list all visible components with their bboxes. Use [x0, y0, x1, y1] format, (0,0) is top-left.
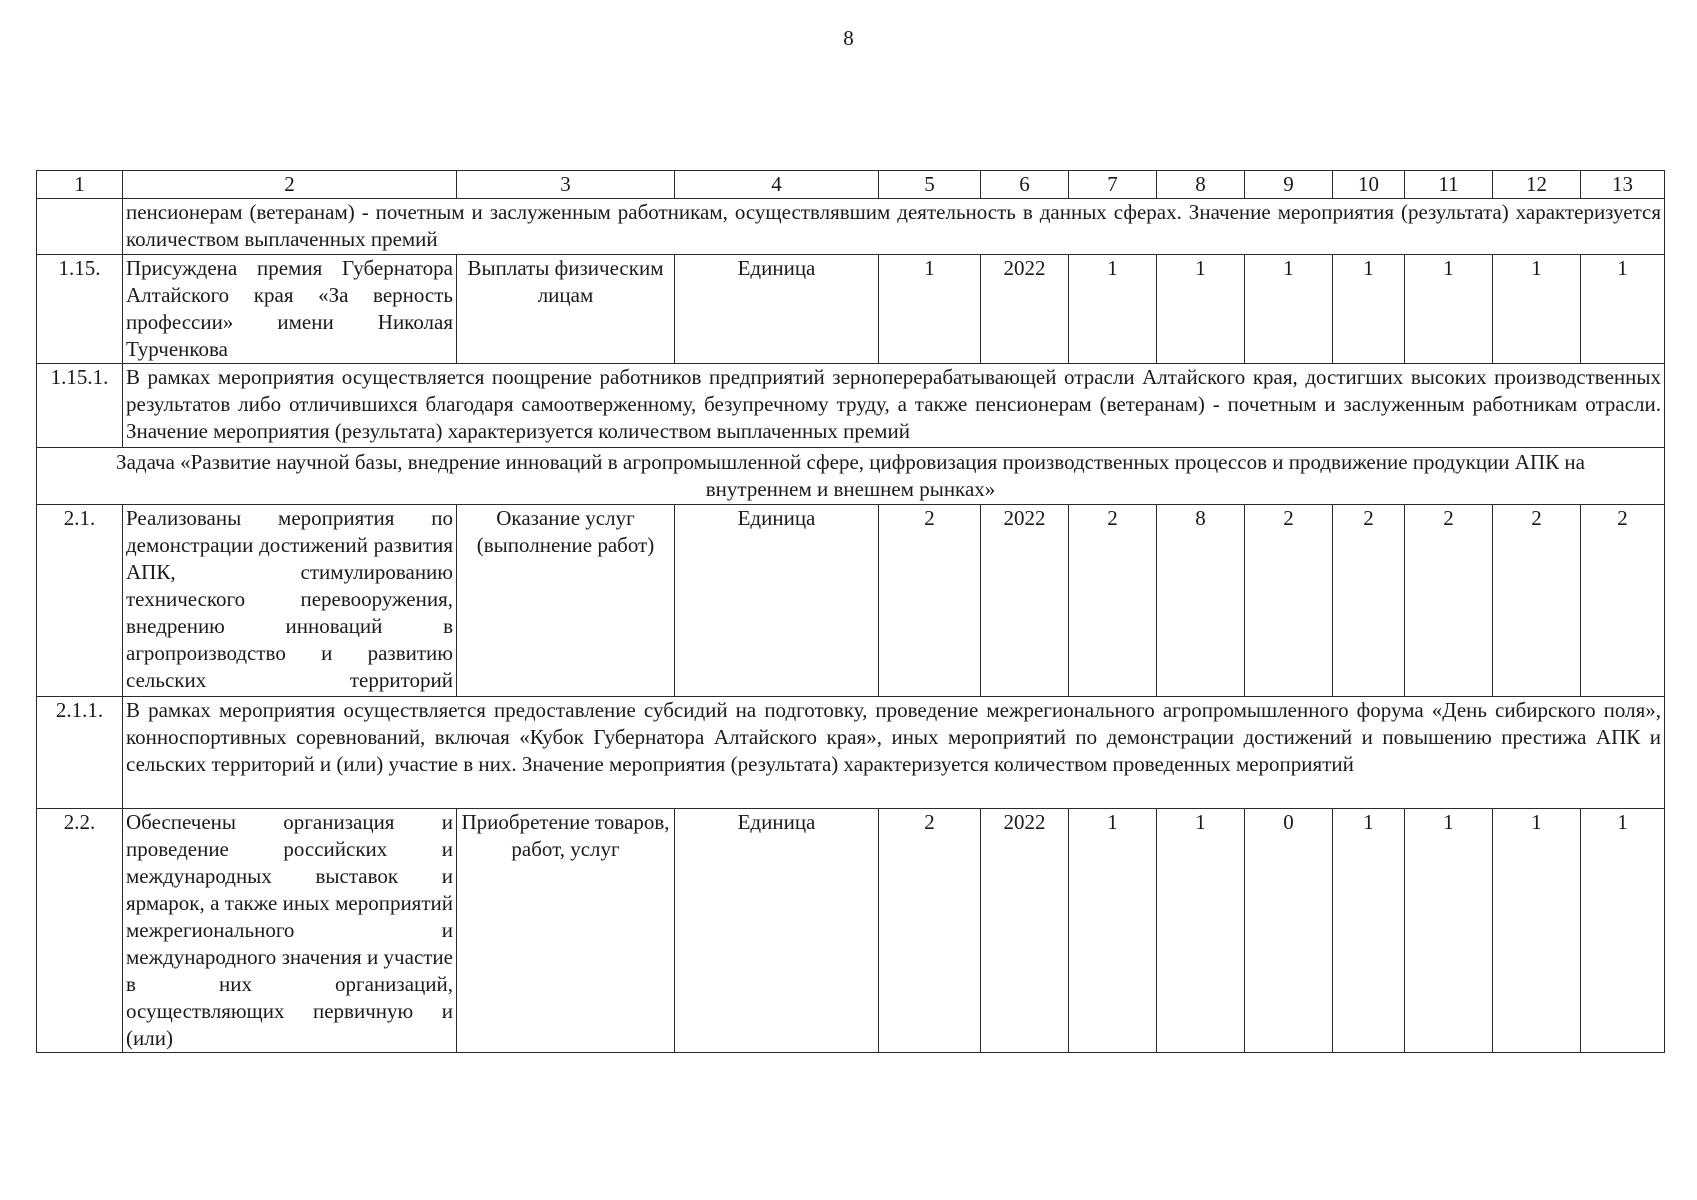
value-cell: 1: [1405, 255, 1493, 364]
measure-name: Реализованы мероприятия по демонстрации достижений развития АПК, стимулированию технического перевооружения, внедрению инноваций в агропроизводство и развитию сельских территорий: [123, 505, 457, 697]
column-header: 5: [879, 171, 981, 199]
value-cell: 1: [1157, 809, 1245, 1053]
continuation-text: пенсионерам (ветеранам) - почетным и заслуженным работникам, осуществлявшим деятельность в данных сферах. Значение мероприятия (результата) характеризуется количеством выплаченных премий: [123, 199, 1665, 255]
value-cell: 1: [1581, 255, 1665, 364]
value-cell: 2: [1493, 505, 1581, 697]
value-cell: 2: [1581, 505, 1665, 697]
measure-type: Выплаты физическим лицам: [457, 255, 675, 364]
task-title: Задача «Развитие научной базы, внедрение инноваций в агропромышленной сфере, цифровизация производственных процессов и продвижение продукции АПК на внутреннем и внешнем рынках»: [37, 448, 1665, 505]
column-header: 13: [1581, 171, 1665, 199]
measure-description: В рамках мероприятия осуществляется поощрение работников предприятий зерноперерабатывающей отрасли Алтайского края, достигших высоких производственных результатов либо отличившихся благодаря самоотверженному, безупречному труду, а также пенсионерам (ветеранам) - почетным и заслуженным работникам отрасли. Значение мероприятия (результата) характеризуется количеством выплаченных премий: [123, 364, 1665, 448]
value-cell: 1: [1245, 255, 1333, 364]
value-cell: 2022: [981, 809, 1069, 1053]
measure-type: Оказание услуг (выполнение работ): [457, 505, 675, 697]
column-header: 6: [981, 171, 1069, 199]
unit: Единица: [675, 505, 879, 697]
column-header: 4: [675, 171, 879, 199]
table-row: [37, 505, 1665, 697]
value-cell: 8: [1157, 505, 1245, 697]
value-cell: 2: [1405, 505, 1493, 697]
row-number: 2.1.1.: [37, 697, 123, 809]
measure-name: Присуждена премия Губернатора Алтайского края «За верность профессии» имени Николая Турченкова: [123, 255, 457, 364]
column-header: 7: [1069, 171, 1157, 199]
value-cell: 2: [879, 809, 981, 1053]
column-header: 10: [1333, 171, 1405, 199]
row-number: 2.1.: [37, 505, 123, 697]
value-cell: 2: [879, 505, 981, 697]
value-cell: 1: [1333, 809, 1405, 1053]
unit: Единица: [675, 255, 879, 364]
table-row: [37, 255, 1665, 364]
column-header: 9: [1245, 171, 1333, 199]
measure-description: В рамках мероприятия осуществляется предоставление субсидий на подготовку, проведение межрегионального агропромышленного форума «День сибирского поля», конноспортивных соревнований, включая «Кубок Губернатора Алтайского края», иных мероприятий по демонстрации достижений и повышению престижа АПК и сельских территорий и (или) участие в них. Значение мероприятия (результата) характеризуется количеством проведенных мероприятий: [123, 697, 1665, 809]
value-cell: 1: [1157, 255, 1245, 364]
page-number: 8: [843, 26, 854, 50]
value-cell: 2022: [981, 255, 1069, 364]
unit: Единица: [675, 809, 879, 1053]
task-row: [37, 448, 1665, 505]
column-header: 2: [123, 171, 457, 199]
value-cell: 1: [1493, 255, 1581, 364]
table-row: [37, 809, 1665, 1053]
value-cell: 2: [1333, 505, 1405, 697]
indicators-table: [36, 170, 1665, 1053]
column-header-row: [37, 171, 1665, 199]
value-cell: 1: [1069, 255, 1157, 364]
column-header: 12: [1493, 171, 1581, 199]
row-number: [37, 199, 123, 255]
value-cell: 1: [1069, 809, 1157, 1053]
row-number: 1.15.1.: [37, 364, 123, 448]
column-header: 1: [37, 171, 123, 199]
value-cell: 2: [1069, 505, 1157, 697]
value-cell: 0: [1245, 809, 1333, 1053]
description-row: [37, 364, 1665, 448]
value-cell: 2022: [981, 505, 1069, 697]
continuation-row: [37, 199, 1665, 255]
description-row: [37, 697, 1665, 809]
row-number: 2.2.: [37, 809, 123, 1053]
column-header: 11: [1405, 171, 1493, 199]
measure-name: Обеспечены организация и проведение российских и международных выставок и ярмарок, а также иных мероприятий межрегионального и международного значения и участие в них организаций, осуществляющих первичную и (или): [123, 809, 457, 1053]
value-cell: 1: [1405, 809, 1493, 1053]
measure-type: Приобретение товаров, работ, услуг: [457, 809, 675, 1053]
value-cell: 2: [1245, 505, 1333, 697]
value-cell: 1: [1333, 255, 1405, 364]
row-number: 1.15.: [37, 255, 123, 364]
value-cell: 1: [1493, 809, 1581, 1053]
value-cell: 1: [1581, 809, 1665, 1053]
column-header: 8: [1157, 171, 1245, 199]
column-header: 3: [457, 171, 675, 199]
value-cell: 1: [879, 255, 981, 364]
